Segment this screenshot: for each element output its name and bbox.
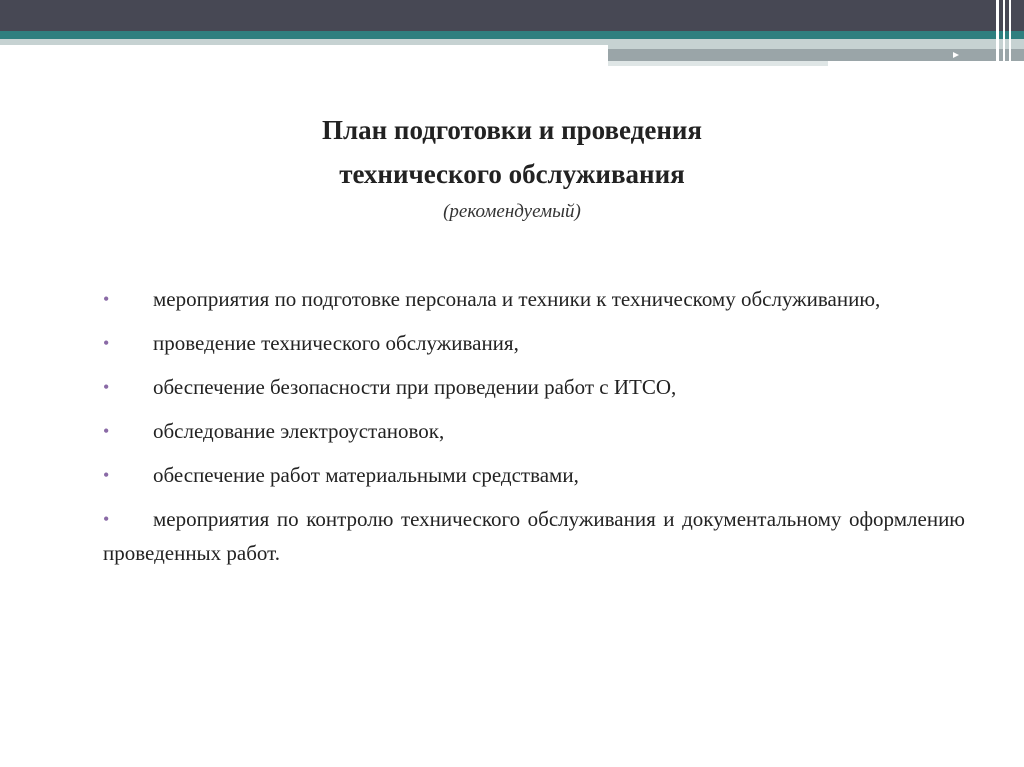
header-band-dark [0, 0, 1024, 31]
list-item-text: проведение технического обслуживания, [153, 331, 519, 355]
edge-stripe-1 [996, 0, 999, 70]
bullet-icon: • [103, 377, 110, 397]
bullet-icon: • [103, 421, 110, 441]
list-item-text: обеспечение безопасности при проведении работ с ИТСО, [153, 375, 677, 399]
header-band-thin-right [608, 61, 828, 66]
edge-stripe-2 [1003, 0, 1005, 70]
slide-subtitle: (рекомендуемый) [443, 201, 581, 222]
bullet-icon: • [103, 465, 110, 485]
arrow-right-icon [953, 52, 959, 58]
list-item-text: обследование электроустановок, [153, 419, 445, 443]
header-band-gray-right [608, 49, 1024, 61]
bullet-icon: • [103, 289, 110, 309]
bullet-icon: • [103, 509, 110, 529]
list-item-text: мероприятия по контролю технического обслуживания и документальному оформлению проведенных работ. [103, 507, 965, 565]
bullet-list [103, 282, 965, 580]
bullet-icon: • [103, 333, 110, 353]
list-item [103, 370, 965, 404]
list-item [103, 502, 965, 570]
list-item [103, 282, 965, 316]
list-item [103, 458, 965, 492]
list-item [103, 326, 965, 360]
header-band-teal [0, 31, 1024, 39]
title-line-1: План подготовки и проведения [321, 115, 703, 145]
slide-title [0, 108, 1024, 196]
list-item-text: обеспечение работ материальными средствами, [153, 463, 579, 487]
header-band-light-right [608, 39, 1024, 49]
list-item-text: мероприятия по подготовке персонала и техники к техническому обслуживанию, [153, 287, 881, 311]
edge-stripe-3 [1009, 0, 1011, 70]
title-line-2: технического обслуживания [339, 159, 685, 189]
list-item [103, 414, 965, 448]
header-band-light [0, 39, 608, 45]
